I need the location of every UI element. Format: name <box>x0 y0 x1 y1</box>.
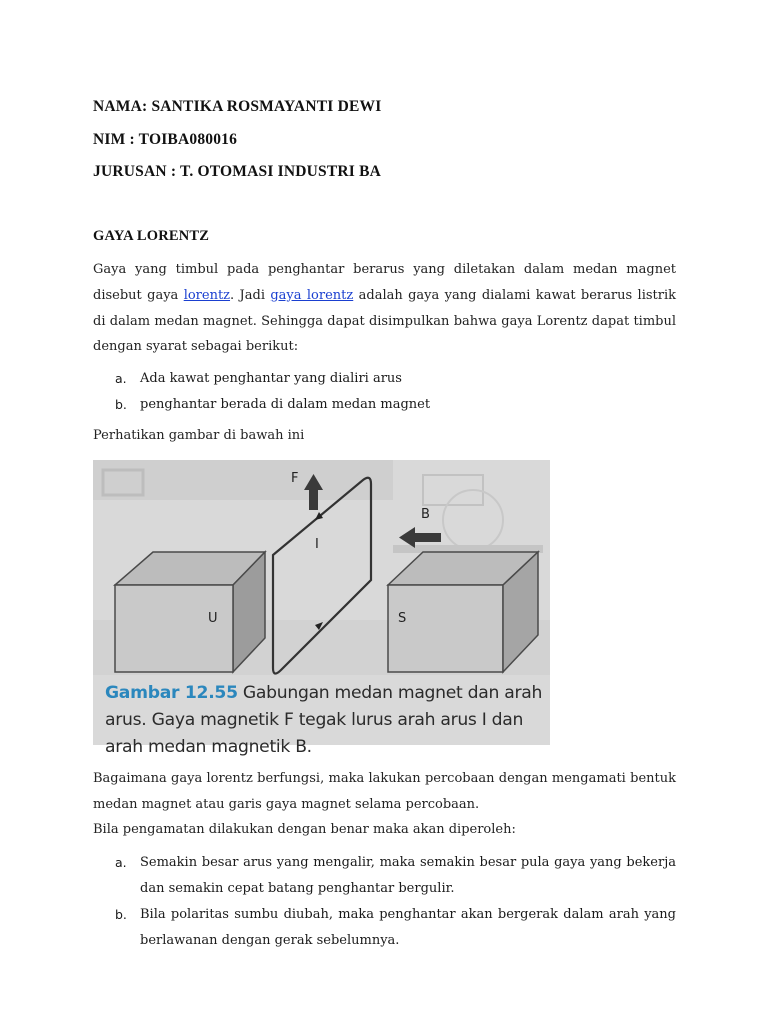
list-item-text: penghantar berada di dalam medan magnet <box>140 397 431 412</box>
list-marker: b. <box>115 397 127 412</box>
list-item-text: Ada kawat penghantar yang dialiri arus <box>140 371 402 386</box>
label-i: I <box>315 537 319 552</box>
student-major: JURUSAN : T. OTOMASI INDUSTRI BA <box>93 163 382 180</box>
figure-number: Gambar 12.55 <box>105 683 238 703</box>
list-item-text: Bila polaritas sumbu diubah, maka penghantar akan bergerak dalam arah yang berlawanan dengan gerak sebelumnya. <box>140 907 676 948</box>
figure-caption <box>105 680 545 761</box>
section-title: GAYA LORENTZ <box>93 228 210 244</box>
list-marker: a. <box>115 371 127 386</box>
label-s: S <box>398 611 407 626</box>
intro-paragraph: Gaya yang timbul pada penghantar berarus yang diletakan dalam medan magnet disebut gaya lorentz. Jadi gaya lorentz adalah gaya yang dialami kawat berarus listrik di dalam medan magnet. Sehingga dapat disimpulkan bahwa gaya Lorentz dapat timbul dengan syarat sebagai berikut: <box>93 262 676 355</box>
list-item-text: Semakin besar arus yang mengalir, maka semakin besar pula gaya yang bekerja dan semakin cepat batang penghantar bergulir. <box>140 855 676 896</box>
label-b: B <box>421 507 430 522</box>
paragraph: Bila pengamatan dilakukan dengan benar maka akan diperoleh: <box>93 822 516 837</box>
list-marker: a. <box>115 855 127 870</box>
student-nim: NIM : TOIBA080016 <box>93 131 238 148</box>
see-figure-text: Perhatikan gambar di bawah ini <box>93 428 305 443</box>
label-u: U <box>208 611 218 626</box>
paragraph: Bagaimana gaya lorentz berfungsi, maka lakukan percobaan dengan mengamati bentuk medan magnet atau garis gaya magnet selama percobaan. <box>93 771 676 812</box>
lorentz-figure <box>93 460 550 757</box>
figure-caption-text: Gabungan medan magnet dan arah arus. Gaya magnetik F tegak lurus arah arus I dan arah medan magnetik B. <box>105 683 543 757</box>
gaya-lorentz-link[interactable]: gaya lorentz <box>270 287 354 303</box>
lorentz-link[interactable]: lorentz <box>183 287 231 303</box>
student-name: NAMA: SANTIKA ROSMAYANTI DEWI <box>93 98 382 115</box>
list-marker: b. <box>115 907 127 922</box>
label-f: F <box>291 471 299 486</box>
